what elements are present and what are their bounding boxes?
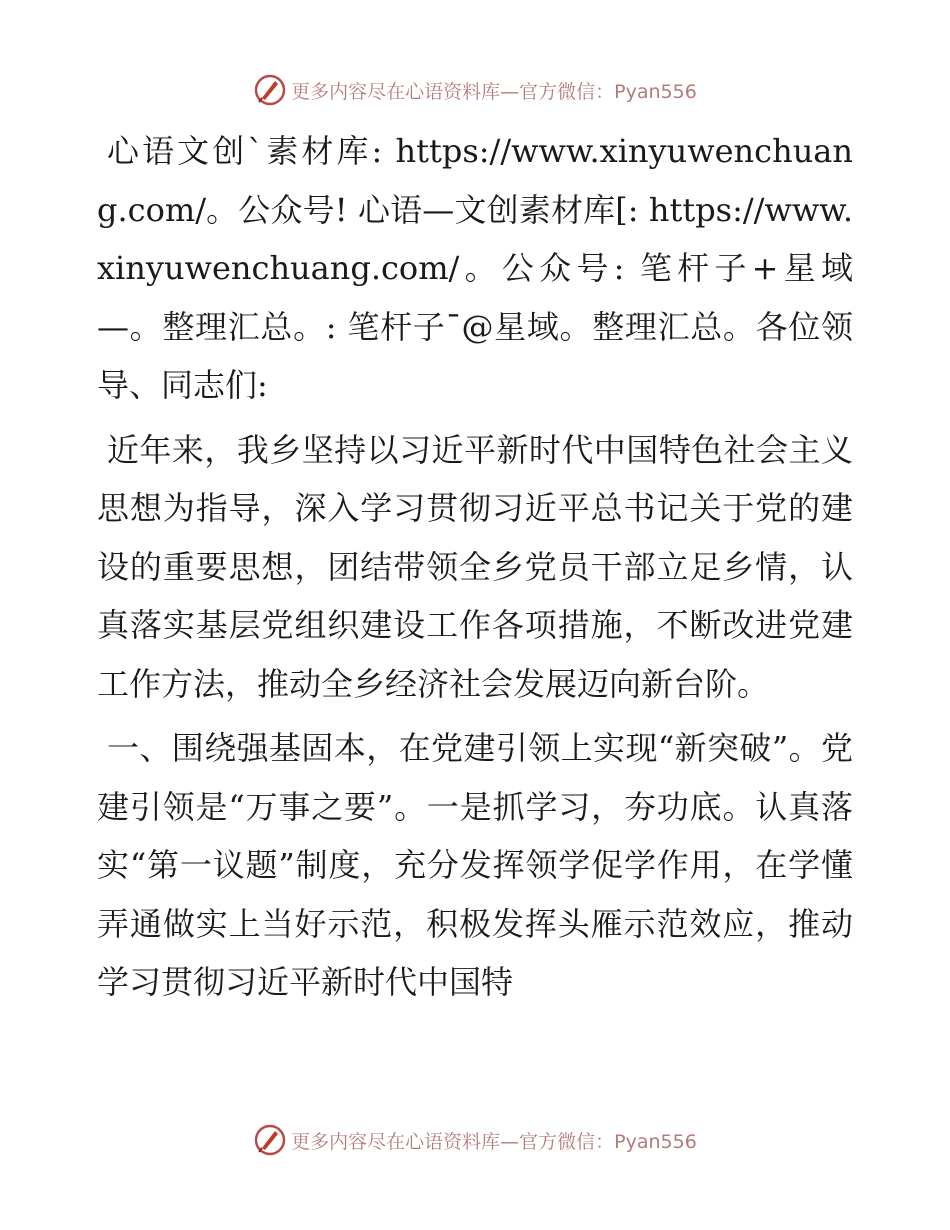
paragraph-overview: 近年来，我乡坚持以习近平新时代中国特色社会主义思想为指导，深入学习贯彻习近平总书记关于党的建设的重要思想，团结带领全乡党员干部立足乡情，认真落实基层党组织建设工作各项措施，不断改进党建工作方法，推动全乡经济社会发展迈向新台阶。 bbox=[97, 430, 853, 703]
quill-pen-logo-icon bbox=[253, 1123, 287, 1157]
document-body bbox=[97, 122, 853, 1018]
paragraph-section-one: 一、围绕强基固本，在党建引领上实现“新突破”。党建引领是“万事之要”。一是抓学习，夯功底。认真落实“第一议题”制度，充分发挥领学促学作用，在学懂弄通做实上当好示范，积极发挥头雁示范效应，推动学习贯彻习近平新时代中国特 bbox=[97, 729, 853, 1001]
header-watermark-banner bbox=[0, 70, 950, 110]
paragraph-intro: 心语文创`素材库: https://www.xinyuwenchuang.com/。公众号! 心语—文创素材库[: https://www.xinyuwenchuang.com/。公众号: 笔杆子+星域—。整理汇总。: 笔杆子¯@星域。整理汇总。各位领导、同志们: bbox=[97, 132, 853, 404]
footer-promo-text: 更多内容尽在心语资料库—官方微信：Pyan556 bbox=[291, 1130, 697, 1153]
footer-watermark-banner bbox=[0, 1120, 950, 1160]
header-promo-text: 更多内容尽在心语资料库—官方微信：Pyan556 bbox=[291, 80, 697, 103]
quill-pen-logo-icon bbox=[253, 73, 287, 107]
